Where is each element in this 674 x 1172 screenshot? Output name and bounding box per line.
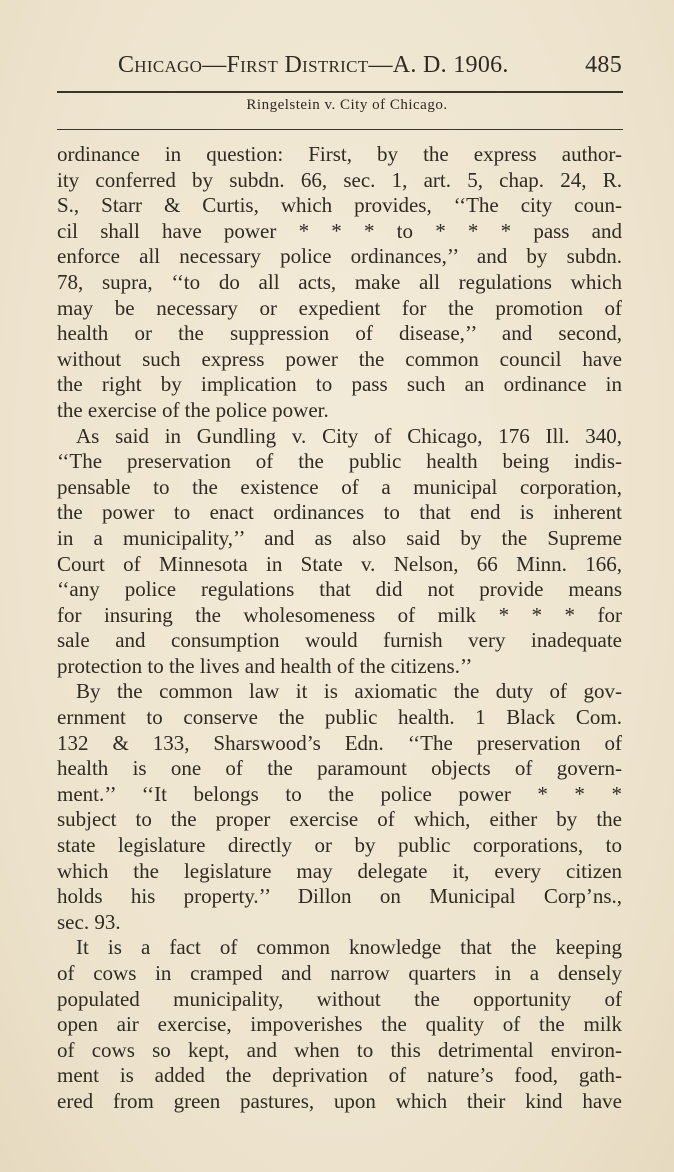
- text-line: Court of Minnesota in State v. Nelson, 66 Minn. 166,: [57, 551, 622, 576]
- text-line: health or the suppression of disease,’’ and second,: [57, 321, 622, 346]
- header-rule-top: [57, 91, 623, 93]
- text-line: ‘‘any police regulations that did not provide means: [57, 577, 622, 602]
- text-line: the right by implication to pass such an ordinance in: [57, 372, 622, 397]
- paragraph: [57, 679, 622, 935]
- case-title: Ringelstein v. City of Chicago.: [246, 97, 448, 113]
- text-line: of cows so kept, and when to this detrimental environ-: [57, 1037, 622, 1062]
- text-line: By the common law it is axiomatic the duty of gov-: [76, 679, 622, 704]
- text-line: sec. 93.: [57, 909, 121, 934]
- page-number: 485: [585, 52, 622, 78]
- paragraph: [57, 142, 622, 424]
- text-line: the power to enact ordinances to that end is inherent: [57, 500, 622, 525]
- text-line: ‘‘The preservation of the public health being indis-: [57, 449, 622, 474]
- text-line: S., Starr & Curtis, which provides, ‘‘The city coun-: [57, 193, 622, 218]
- text-line: holds his property.’’ Dillon on Municipal Corp’ns.,: [57, 884, 622, 909]
- text-line: health is one of the paramount objects of govern-: [57, 756, 622, 781]
- text-line: without such express power the common council have: [57, 346, 622, 371]
- header-rule-bottom: [57, 129, 623, 130]
- running-head: [118, 52, 622, 79]
- text-line: in a municipality,’’ and as also said by the Supreme: [57, 525, 622, 550]
- text-line: 132 & 133, Sharswood’s Edn. ‘‘The preservation of: [57, 730, 622, 755]
- text-line: state legislature directly or by public corporations, to: [57, 833, 622, 858]
- text-line: pensable to the existence of a municipal corporation,: [57, 474, 622, 499]
- text-line: of cows in cramped and narrow quarters in a densely: [57, 961, 622, 985]
- text-line: ity conferred by subdn. 66, sec. 1, art. 5, chap. 24, R.: [57, 167, 622, 192]
- text-line: the exercise of the police power.: [57, 397, 329, 422]
- text-line: 78, supra, ‘‘to do all acts, make all regulations which: [57, 269, 622, 294]
- text-line: populated municipality, without the opportunity of: [57, 986, 622, 1011]
- running-title: Chicago—First District—A. D. 1906.: [118, 52, 509, 78]
- text-line: ment is added the deprivation of nature’s food, gath-: [57, 1063, 622, 1088]
- text-line: protection to the lives and health of the citizens.’’: [57, 653, 473, 678]
- text-line: enforce all necessary police ordinances,’’ and by subdn.: [57, 244, 622, 269]
- text-line: subject to the proper exercise of which, either by the: [57, 807, 622, 832]
- paragraph: [57, 935, 622, 1114]
- text-line: It is a fact of common knowledge that the keeping: [76, 935, 622, 960]
- text-line: ordinance in question: First, by the express author-: [57, 142, 622, 166]
- text-line: sale and consumption would furnish very inadequate: [57, 628, 622, 653]
- text-line: ered from green pastures, upon which their kind have: [57, 1088, 622, 1113]
- text-line: open air exercise, impoverishes the quality of the milk: [57, 1012, 622, 1037]
- text-line: for insuring the wholesomeness of milk * * * for: [57, 602, 622, 627]
- text-line: cil shall have power * * * to * * * pass and: [57, 218, 622, 243]
- text-line: may be necessary or expedient for the promotion of: [57, 295, 622, 320]
- text-line: ernment to conserve the public health. 1 Black Com.: [57, 705, 622, 730]
- text-line: As said in Gundling v. City of Chicago, 176 Ill. 340,: [76, 423, 622, 448]
- text-line: which the legislature may delegate it, every citizen: [57, 858, 622, 883]
- text-line: ment.’’ ‘‘It belongs to the police power * * *: [57, 781, 622, 806]
- paragraph: [57, 424, 622, 680]
- body-text: [57, 142, 622, 1115]
